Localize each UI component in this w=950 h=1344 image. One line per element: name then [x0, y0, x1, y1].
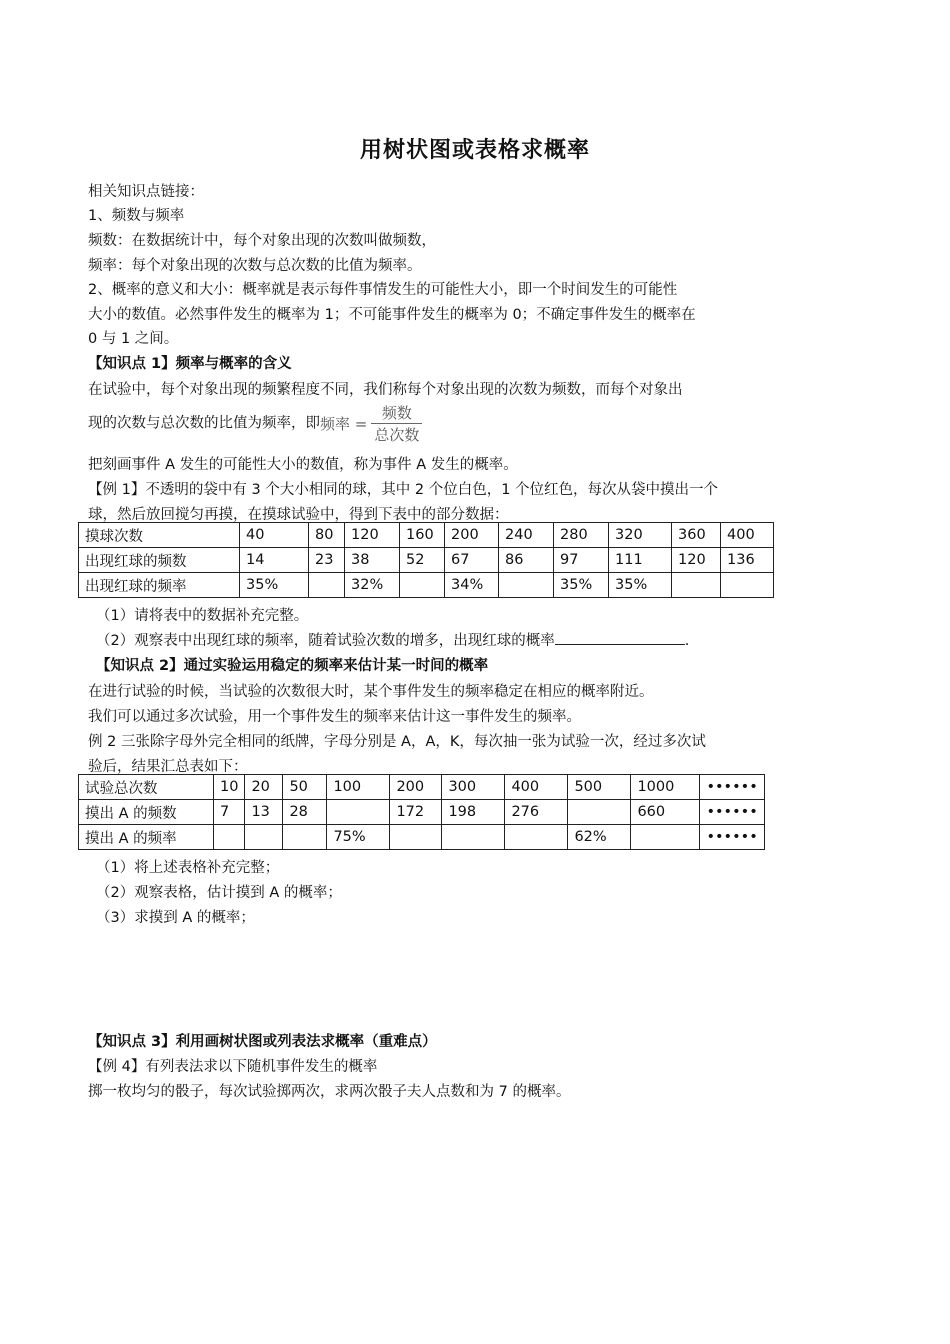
table-cell: 320: [609, 523, 672, 548]
table-cell: 240: [499, 523, 554, 548]
table-cell: 14: [240, 548, 309, 573]
table-cell: 7: [214, 800, 245, 825]
table-cell: 13: [245, 800, 283, 825]
table-cell: [327, 800, 390, 825]
table-cell: 35%: [240, 573, 309, 598]
table-cell: 160: [400, 523, 445, 548]
table-cell: 360: [672, 523, 721, 548]
table-cell: 52: [400, 548, 445, 573]
table-cell: 38: [345, 548, 400, 573]
table-cell: 62%: [568, 825, 631, 850]
answer-blank[interactable]: [555, 631, 685, 645]
table-cell: 660: [631, 800, 700, 825]
page-title: 用树状图或表格求概率: [359, 138, 590, 163]
table-cell: 35%: [609, 573, 672, 598]
row-header-cell: 出现红球的频数: [79, 548, 240, 573]
table-cell: 35%: [554, 573, 609, 598]
table-cell: [672, 573, 721, 598]
table-cell: 120: [672, 548, 721, 573]
example1-table: [78, 522, 774, 598]
table-cell: 280: [554, 523, 609, 548]
formula-numerator: 频数: [371, 402, 422, 424]
example1-question-1: （1）请将表中的数据补充完整。: [96, 608, 309, 624]
table-row: [79, 548, 774, 573]
table-cell: [631, 825, 700, 850]
table-cell: [442, 825, 505, 850]
example4-title: 【例 4】有列表法求以下随机事件发生的概率: [88, 1059, 378, 1075]
example1-line-2: 球，然后放回搅匀再摸，在摸球试验中，得到下表中的部分数据：: [88, 507, 509, 523]
kp1-line-1: 在试验中，每个对象出现的频繁程度不同，我们称每个对象出现的次数为频数，而每个对象出: [88, 382, 683, 398]
table-cell: [309, 573, 345, 598]
table-cell: 200: [390, 775, 442, 800]
table-row: [79, 573, 774, 598]
row-header-cell: 试验总次数: [79, 775, 214, 800]
table-cell: 34%: [445, 573, 499, 598]
kp1-line-2-text: 现的次数与总次数的比值为频率，即: [88, 415, 320, 432]
table-row: [79, 523, 774, 548]
example1-question-2-end: .: [684, 633, 690, 649]
table-cell: 32%: [345, 573, 400, 598]
knowledge-point-2-title: 【知识点 2】通过实验运用稳定的频率来估计某一时间的概率: [96, 658, 489, 674]
table-cell: [245, 825, 283, 850]
table-cell: 10: [214, 775, 245, 800]
table-cell: 120: [345, 523, 400, 548]
table-cell: 50: [283, 775, 327, 800]
intro-heading: 相关知识点链接：: [88, 184, 204, 200]
table-cell: 400: [721, 523, 774, 548]
table-cell: [390, 825, 442, 850]
table-cell: 97: [554, 548, 609, 573]
frequency-formula: [320, 402, 422, 445]
table-row: [79, 800, 765, 825]
kp1-line-2: [88, 402, 422, 445]
knowledge-point-3-title: 【知识点 3】利用画树状图或列表法求概率（重难点）: [88, 1034, 437, 1050]
kp2-line-2: 我们可以通过多次试验，用一个事件发生的频率来估计这一事件发生的频率。: [88, 709, 581, 725]
table-cell: 67: [445, 548, 499, 573]
frequency-rate-definition: 频率：每个对象出现的次数与总次数的比值为频率。: [88, 258, 422, 274]
row-header-cell: 摸出 A 的频率: [79, 825, 214, 850]
table-cell: 86: [499, 548, 554, 573]
table-cell: 500: [568, 775, 631, 800]
table-cell: 80: [309, 523, 345, 548]
table-cell: 111: [609, 548, 672, 573]
table-cell: 136: [721, 548, 774, 573]
row-header-cell: 出现红球的频率: [79, 573, 240, 598]
formula-label: 频率 =: [320, 415, 368, 433]
table-cell: 198: [442, 800, 505, 825]
frequency-count-definition: 频数：在数据统计中，每个对象出现的次数叫做频数，: [88, 233, 436, 249]
table-cell: [505, 825, 568, 850]
example2-question-1: （1）将上述表格补充完整；: [96, 860, 280, 876]
table-cell: 1000: [631, 775, 700, 800]
table-cell: 75%: [327, 825, 390, 850]
example1-line-1: 【例 1】不透明的袋中有 3 个大小相同的球，其中 2 个位白色，1 个位红色，每次从袋中摸出一个: [88, 482, 719, 498]
table-cell: [214, 825, 245, 850]
example2-line-1: 例 2 三张除字母外完全相同的纸牌，字母分别是 A，A，K，每次抽一张为试验一次，经过多次试: [88, 734, 706, 750]
table-cell: 300: [442, 775, 505, 800]
table-cell: 276: [505, 800, 568, 825]
table-row: [79, 825, 765, 850]
table-cell: ••••••: [700, 825, 764, 850]
table-cell: 20: [245, 775, 283, 800]
table-cell: 200: [445, 523, 499, 548]
row-header-cell: 摸球次数: [79, 523, 240, 548]
table-cell: [721, 573, 774, 598]
table-cell: [283, 825, 327, 850]
table-cell: [499, 573, 554, 598]
table-row: [79, 775, 765, 800]
formula-denominator: 总次数: [374, 426, 420, 444]
table-cell: 400: [505, 775, 568, 800]
table-cell: 40: [240, 523, 309, 548]
example4-line: 掷一枚均匀的骰子，每次试验掷两次，求两次骰子夫人点数和为 7 的概率。: [88, 1084, 571, 1100]
kp1-line-3: 把刻画事件 A 发生的可能性大小的数值，称为事件 A 发生的概率。: [88, 457, 518, 473]
table-cell: 100: [327, 775, 390, 800]
example2-line-2: 验后，结果汇总表如下：: [88, 759, 248, 775]
row-header-cell: 摸出 A 的频数: [79, 800, 214, 825]
knowledge-point-1-title: 【知识点 1】频率与概率的含义: [88, 356, 292, 372]
table-cell: [400, 573, 445, 598]
example1-question-2-text: （2）观察表中出现红球的频率，随着试验次数的增多，出现红球的概率: [96, 633, 555, 649]
example2-question-3: （3）求摸到 A 的概率；: [96, 910, 255, 926]
table-cell: ••••••: [700, 775, 764, 800]
kp2-line-1: 在进行试验的时候，当试验的次数很大时，某个事件发生的频率稳定在相应的概率附近。: [88, 684, 654, 700]
example2-question-2: （2）观察表格，估计摸到 A 的概率；: [96, 885, 342, 901]
section2-line-2: 大小的数值。必然事件发生的概率为 1；不可能事件发生的概率为 0；不确定事件发生的概率在: [88, 307, 696, 323]
table-cell: 28: [283, 800, 327, 825]
example2-table: [78, 774, 765, 850]
table-cell: 23: [309, 548, 345, 573]
section2-line-1: 2、概率的意义和大小：概率就是表示每件事情发生的可能性大小，即一个时间发生的可能性: [88, 282, 678, 298]
section2-line-3: 0 与 1 之间。: [88, 331, 179, 347]
table-cell: ••••••: [700, 800, 764, 825]
table-cell: [568, 800, 631, 825]
section1-title: 1、频数与频率: [88, 208, 185, 224]
example1-question-2: [96, 629, 689, 650]
table-cell: 172: [390, 800, 442, 825]
